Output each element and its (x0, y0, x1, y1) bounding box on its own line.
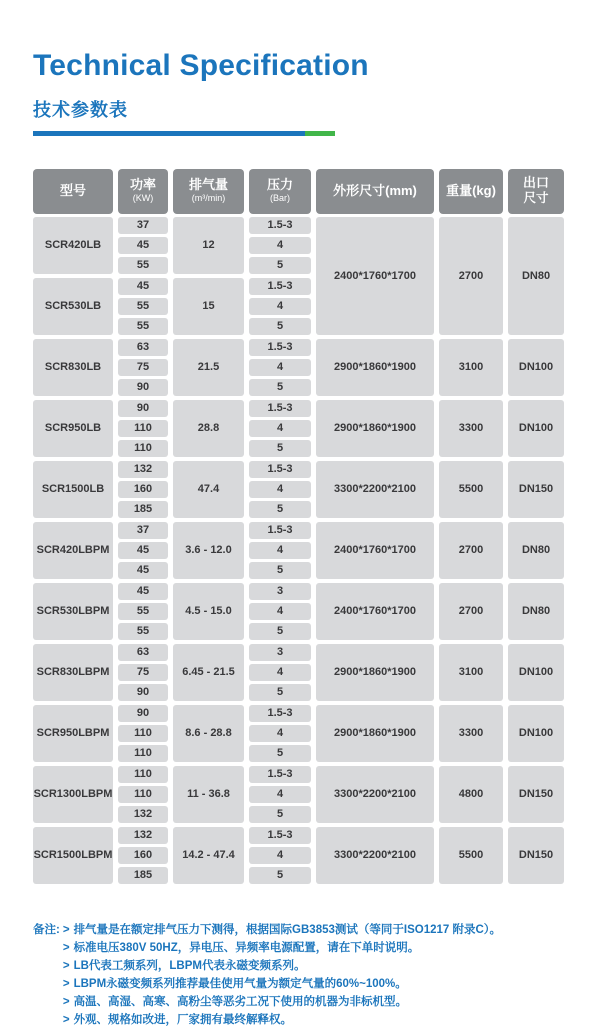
note-text: 高温、高湿、高寒、高粉尘等恶劣工况下使用的机器为非标机型。 (73, 995, 408, 1008)
weight-cell: 2700 (439, 217, 503, 335)
pressure-cell: 4 (249, 542, 311, 559)
model-group (33, 400, 311, 457)
note-text: 外观、规格如改进，厂家拥有最终解释权。 (73, 1013, 293, 1026)
pressure-cells (249, 522, 311, 579)
column-header-line1: 出口 (522, 175, 549, 191)
power-cell: 45 (118, 542, 168, 559)
displacement-cell: 4.5 - 15.0 (173, 583, 244, 640)
weight-cell: 2700 (439, 583, 503, 640)
weight-cell: 3100 (439, 339, 503, 396)
weight-cell: 2700 (439, 522, 503, 579)
power-cell: 160 (118, 847, 168, 864)
outlet-cell: DN80 (508, 583, 564, 640)
table-block (33, 339, 564, 396)
table-block (33, 705, 564, 762)
pressure-cells (249, 705, 311, 762)
power-cells (118, 400, 168, 457)
power-cell: 37 (118, 217, 168, 234)
pressure-cell: 4 (249, 481, 311, 498)
dimensions-cell: 2900*1860*1900 (316, 705, 434, 762)
table-block (33, 217, 564, 335)
power-cells (118, 217, 168, 274)
accent-bar-green-segment (305, 131, 335, 136)
power-cell: 55 (118, 623, 168, 640)
note-bullet: > (62, 941, 70, 954)
pressure-cell: 5 (249, 440, 311, 457)
note-line (63, 1011, 501, 1029)
displacement-cell: 21.5 (173, 339, 244, 396)
model-cell: SCR530LB (33, 278, 113, 335)
power-cell: 132 (118, 827, 168, 844)
pressure-cell: 4 (249, 359, 311, 376)
pressure-cell: 1.5-3 (249, 461, 311, 478)
power-cells (118, 339, 168, 396)
block-left-columns (33, 461, 311, 518)
pressure-cell: 3 (249, 583, 311, 600)
column-header-line2: 尺寸 (523, 191, 549, 206)
page-title: Technical Specification (33, 49, 369, 82)
power-cell: 63 (118, 339, 168, 356)
page-subtitle: 技术参数表 (33, 99, 128, 120)
table-block (33, 522, 564, 579)
model-group (33, 766, 311, 823)
power-cell: 110 (118, 745, 168, 762)
model-cell: SCR950LB (33, 400, 113, 457)
outlet-cell: DN80 (508, 522, 564, 579)
pressure-cells (249, 339, 311, 396)
displacement-cell: 14.2 - 47.4 (173, 827, 244, 884)
column-header-5 (316, 169, 434, 214)
spec-table (33, 169, 564, 884)
pressure-cell: 5 (249, 684, 311, 701)
model-group (33, 705, 311, 762)
dimensions-cell: 2900*1860*1900 (316, 339, 434, 396)
pressure-cell: 5 (249, 501, 311, 518)
weight-cell: 5500 (439, 461, 503, 518)
model-cell: SCR830LB (33, 339, 113, 396)
accent-bar (33, 131, 335, 136)
column-header-line2: (m³/min) (191, 193, 226, 204)
model-cell: SCR950LBPM (33, 705, 113, 762)
column-header-3 (173, 169, 244, 214)
block-left-columns (33, 339, 311, 396)
note-text: LBPM永磁变频系列推荐最佳使用气量为额定气量的60%~100%。 (73, 977, 407, 990)
pressure-cell: 4 (249, 420, 311, 437)
power-cell: 55 (118, 257, 168, 274)
power-cell: 90 (118, 400, 168, 417)
dimensions-cell: 2400*1760*1700 (316, 217, 434, 335)
note-text: 排气量是在额定排气压力下测得，根据国际GB3853测试（等同于ISO1217 附录C）。 (73, 923, 502, 936)
note-line (63, 993, 501, 1011)
pressure-cell: 5 (249, 257, 311, 274)
displacement-cell: 12 (173, 217, 244, 274)
pressure-cell: 5 (249, 379, 311, 396)
column-header-line1: 型号 (59, 182, 86, 198)
model-cell: SCR420LB (33, 217, 113, 274)
pressure-cells (249, 583, 311, 640)
dimensions-cell: 2400*1760*1700 (316, 522, 434, 579)
power-cell: 110 (118, 786, 168, 803)
note-text: LB代表工频系列，LBPM代表永磁变频系列。 (73, 959, 306, 972)
power-cell: 45 (118, 562, 168, 579)
column-header-1 (33, 169, 113, 214)
outlet-cell: DN100 (508, 705, 564, 762)
model-group (33, 217, 311, 274)
power-cell: 55 (118, 318, 168, 335)
model-cell: SCR1500LB (33, 461, 113, 518)
outlet-cell: DN150 (508, 461, 564, 518)
pressure-cell: 1.5-3 (249, 400, 311, 417)
column-header-7 (508, 169, 564, 214)
note-bullet: > (62, 959, 70, 972)
block-left-columns (33, 400, 311, 457)
notes-section (33, 921, 566, 1029)
model-group (33, 461, 311, 518)
column-header-line1: 重量(kg) (446, 182, 496, 198)
table-block (33, 766, 564, 823)
displacement-cell: 3.6 - 12.0 (173, 522, 244, 579)
power-cell: 55 (118, 298, 168, 315)
power-cell: 55 (118, 603, 168, 620)
note-line (63, 921, 501, 939)
power-cell: 45 (118, 237, 168, 254)
block-left-columns (33, 583, 311, 640)
model-cell: SCR530LBPM (33, 583, 113, 640)
pressure-cell: 5 (249, 623, 311, 640)
pressure-cell: 4 (249, 298, 311, 315)
outlet-cell: DN100 (508, 400, 564, 457)
note-bullet: > (62, 977, 70, 990)
block-left-columns (33, 766, 311, 823)
pressure-cell: 4 (249, 786, 311, 803)
dimensions-cell: 3300*2200*2100 (316, 766, 434, 823)
outlet-cell: DN100 (508, 339, 564, 396)
outlet-cell: DN100 (508, 644, 564, 701)
model-cell: SCR420LBPM (33, 522, 113, 579)
pressure-cell: 1.5-3 (249, 278, 311, 295)
pressure-cell: 5 (249, 562, 311, 579)
outlet-cell: DN150 (508, 827, 564, 884)
block-left-columns (33, 217, 311, 335)
pressure-cell: 5 (249, 806, 311, 823)
displacement-cell: 11 - 36.8 (173, 766, 244, 823)
block-left-columns (33, 705, 311, 762)
pressure-cell: 4 (249, 847, 311, 864)
weight-cell: 4800 (439, 766, 503, 823)
table-block (33, 583, 564, 640)
model-group (33, 339, 311, 396)
pressure-cells (249, 278, 311, 335)
power-cells (118, 461, 168, 518)
model-group (33, 522, 311, 579)
column-header-4 (249, 169, 311, 214)
model-cell: SCR1300LBPM (33, 766, 113, 823)
column-header-line1: 排气量 (188, 177, 228, 193)
displacement-cell: 6.45 - 21.5 (173, 644, 244, 701)
weight-cell: 3100 (439, 644, 503, 701)
power-cell: 132 (118, 806, 168, 823)
note-line (63, 975, 501, 993)
notes-list (63, 921, 501, 1029)
pressure-cells (249, 461, 311, 518)
table-header-row (33, 169, 564, 214)
power-cell: 37 (118, 522, 168, 539)
model-cell: SCR830LBPM (33, 644, 113, 701)
dimensions-cell: 2900*1860*1900 (316, 644, 434, 701)
power-cell: 110 (118, 725, 168, 742)
pressure-cells (249, 217, 311, 274)
note-line (63, 939, 501, 957)
notes-label: 备注: (33, 923, 60, 936)
power-cell: 90 (118, 684, 168, 701)
column-header-line2: (KW) (132, 193, 154, 204)
pressure-cells (249, 644, 311, 701)
accent-bar-blue-segment (33, 131, 305, 136)
column-header-line2: (Bar) (270, 193, 290, 204)
power-cell: 160 (118, 481, 168, 498)
column-header-line1: 功率 (129, 177, 156, 193)
pressure-cell: 3 (249, 644, 311, 661)
power-cell: 75 (118, 359, 168, 376)
power-cell: 185 (118, 501, 168, 518)
pressure-cells (249, 827, 311, 884)
model-group (33, 827, 311, 884)
power-cells (118, 583, 168, 640)
pressure-cell: 5 (249, 318, 311, 335)
power-cells (118, 766, 168, 823)
note-bullet: > (62, 923, 70, 936)
power-cells (118, 522, 168, 579)
power-cell: 45 (118, 278, 168, 295)
outlet-cell: DN150 (508, 766, 564, 823)
pressure-cells (249, 400, 311, 457)
power-cell: 90 (118, 379, 168, 396)
pressure-cell: 5 (249, 745, 311, 762)
dimensions-cell: 2400*1760*1700 (316, 583, 434, 640)
displacement-cell: 15 (173, 278, 244, 335)
weight-cell: 5500 (439, 827, 503, 884)
pressure-cell: 4 (249, 725, 311, 742)
table-block (33, 461, 564, 518)
model-group (33, 644, 311, 701)
pressure-cell: 4 (249, 237, 311, 254)
model-group (33, 583, 311, 640)
weight-cell: 3300 (439, 400, 503, 457)
note-line (63, 957, 501, 975)
power-cell: 132 (118, 461, 168, 478)
power-cell: 63 (118, 644, 168, 661)
pressure-cell: 1.5-3 (249, 522, 311, 539)
power-cells (118, 278, 168, 335)
pressure-cell: 1.5-3 (249, 339, 311, 356)
displacement-cell: 28.8 (173, 400, 244, 457)
power-cells (118, 705, 168, 762)
column-header-6 (439, 169, 503, 214)
dimensions-cell: 3300*2200*2100 (316, 461, 434, 518)
column-header-line1: 外形尺寸(mm) (333, 182, 417, 198)
power-cell: 75 (118, 664, 168, 681)
pressure-cell: 1.5-3 (249, 766, 311, 783)
pressure-cell: 1.5-3 (249, 705, 311, 722)
block-left-columns (33, 644, 311, 701)
power-cell: 110 (118, 766, 168, 783)
pressure-cell: 4 (249, 664, 311, 681)
note-bullet: > (62, 1013, 70, 1026)
pressure-cell: 1.5-3 (249, 217, 311, 234)
pressure-cell: 4 (249, 603, 311, 620)
column-header-line1: 压力 (266, 177, 293, 193)
power-cells (118, 644, 168, 701)
pressure-cell: 5 (249, 867, 311, 884)
block-left-columns (33, 827, 311, 884)
model-cell: SCR1500LBPM (33, 827, 113, 884)
power-cell: 185 (118, 867, 168, 884)
pressure-cell: 1.5-3 (249, 827, 311, 844)
dimensions-cell: 3300*2200*2100 (316, 827, 434, 884)
power-cell: 110 (118, 420, 168, 437)
model-group (33, 278, 311, 335)
table-block (33, 400, 564, 457)
spec-table-body (33, 217, 564, 884)
weight-cell: 3300 (439, 705, 503, 762)
block-left-columns (33, 522, 311, 579)
displacement-cell: 47.4 (173, 461, 244, 518)
table-block (33, 644, 564, 701)
outlet-cell: DN80 (508, 217, 564, 335)
note-text: 标准电压380V 50HZ，异电压、异频率电源配置，请在下单时说明。 (73, 941, 420, 954)
displacement-cell: 8.6 - 28.8 (173, 705, 244, 762)
power-cell: 90 (118, 705, 168, 722)
dimensions-cell: 2900*1860*1900 (316, 400, 434, 457)
column-header-2 (118, 169, 168, 214)
note-bullet: > (62, 995, 70, 1008)
pressure-cells (249, 766, 311, 823)
power-cell: 110 (118, 440, 168, 457)
table-block (33, 827, 564, 884)
power-cell: 45 (118, 583, 168, 600)
power-cells (118, 827, 168, 884)
